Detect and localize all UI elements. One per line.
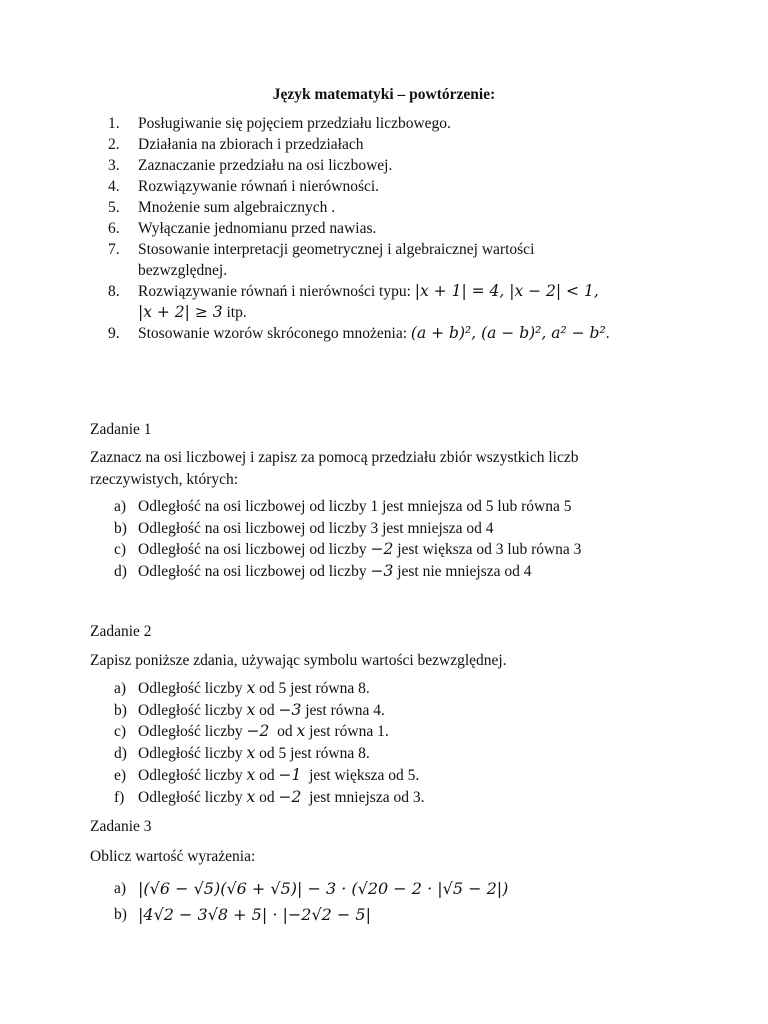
- topic-text: Działania na zbiorach i przedziałach: [138, 136, 364, 153]
- task1-intro-line: rzeczywistych, których:: [90, 471, 239, 488]
- list-item: [114, 743, 714, 765]
- item-math: −3: [370, 562, 394, 581]
- item-text-part: od: [269, 723, 297, 741]
- list-item: [114, 496, 714, 518]
- list-item: [114, 787, 714, 809]
- topic-item: [108, 323, 708, 344]
- task3-list: [114, 876, 714, 928]
- item-text: [138, 743, 714, 765]
- topic-number: [108, 302, 138, 323]
- item-math: −2: [370, 540, 394, 559]
- item-text-part: od 5 jest równa 8.: [255, 680, 370, 697]
- topics-list: [108, 113, 708, 344]
- item-text-part: jest większa od 3 lub równa 3: [393, 541, 582, 559]
- item-label: f): [114, 788, 125, 806]
- item-text: [138, 678, 714, 700]
- item-text: [138, 765, 714, 787]
- topic-text: Mnożenie sum algebraicznych .: [138, 199, 336, 216]
- item-text: [138, 539, 714, 561]
- list-item: [114, 765, 714, 787]
- item-math: −3: [278, 700, 302, 719]
- item-math: −1: [278, 765, 302, 784]
- list-item: [114, 700, 714, 722]
- list-item: [114, 721, 714, 743]
- task1-list: [114, 496, 714, 583]
- item-label: b): [114, 906, 127, 923]
- topic-math: |x + 2| ≥ 3: [138, 303, 223, 321]
- item-math-expression: |4√2 − 3√8 + 5| · |−2√2 − 5|: [138, 905, 371, 924]
- topic-item: [108, 197, 708, 218]
- topic-text: Posługiwanie się pojęciem przedziału liczbowego.: [138, 115, 451, 132]
- topic-number: 3.: [108, 157, 120, 174]
- item-text-part: Odległość liczby: [138, 680, 247, 697]
- topic-item: [108, 239, 708, 260]
- item-text-part: Odległość liczby: [138, 723, 247, 741]
- list-item: [114, 902, 714, 928]
- topic-number: [108, 260, 138, 281]
- topic-item: [108, 218, 708, 239]
- topic-item: [108, 113, 708, 134]
- task1-intro-line: Zaznacz na osi liczbowej i zapisz za pomocą przedziału zbiór wszystkich liczb: [90, 449, 579, 466]
- item-label: d): [114, 563, 127, 581]
- item-math: x: [246, 744, 256, 763]
- topic-item: [108, 176, 708, 197]
- item-text-part: od: [255, 701, 279, 719]
- topic-math: |x + 1| = 4, |x − 2| < 1,: [414, 282, 599, 300]
- item-text-part: Odległość liczby: [138, 788, 247, 806]
- topic-number: 7.: [108, 241, 120, 258]
- item-text: [138, 721, 714, 743]
- item-math: x: [296, 722, 306, 741]
- item-label: d): [114, 745, 127, 763]
- topic-number: 4.: [108, 178, 120, 195]
- item-text-part: Odległość liczby: [138, 701, 247, 719]
- task2-list: [114, 678, 714, 808]
- task1-intro: [90, 447, 680, 491]
- topic-number: 9.: [108, 325, 120, 342]
- topic-text: [138, 323, 708, 344]
- topic-text: bezwzględnej.: [138, 262, 228, 279]
- item-text-part: od: [255, 788, 279, 806]
- topic-number: 5.: [108, 199, 120, 216]
- task3-heading: Zadanie 3: [90, 818, 152, 835]
- list-item: [114, 539, 714, 561]
- task3-intro: Oblicz wartość wyrażenia:: [90, 848, 256, 865]
- topic-item: [108, 155, 708, 176]
- item-label: e): [114, 766, 127, 784]
- item-label: a): [114, 498, 127, 515]
- item-math: −2: [246, 722, 270, 741]
- topic-item: [108, 134, 708, 155]
- document-title: Język matematyki – powtórzenie:: [272, 86, 496, 103]
- topic-text-part: Rozwiązywanie równań i nierówności typu:: [138, 283, 411, 300]
- item-text: Odległość na osi liczbowej od liczby 3 jest mniejsza od 4: [138, 519, 494, 537]
- item-text: Odległość na osi liczbowej od liczby 1 jest mniejsza od 5 lub równa 5: [138, 498, 572, 515]
- topic-text: Stosowanie interpretacji geometrycznej i algebraicznej wartości: [138, 241, 535, 258]
- item-label: b): [114, 519, 127, 537]
- task1-heading: Zadanie 1: [90, 421, 152, 438]
- topic-number: 6.: [108, 220, 120, 237]
- task2-intro: Zapisz poniższe zdania, używając symbolu wartości bezwzględnej.: [90, 652, 507, 669]
- item-text: [138, 700, 714, 722]
- item-text-part: Odległość liczby: [138, 766, 247, 784]
- item-math: −2: [278, 787, 302, 806]
- item-math-expression: |(√6 − √5)(√6 + √5)| − 3 · (√20 − 2 · |√5 − 2|): [138, 879, 509, 898]
- item-text-part: Odległość na osi liczbowej od liczby: [138, 563, 371, 581]
- item-text-part: od: [255, 766, 279, 784]
- item-math: x: [246, 700, 256, 719]
- item-text-part: jest równa 1.: [305, 723, 389, 741]
- topic-text-part: Stosowanie wzorów skróconego mnożenia:: [138, 325, 408, 342]
- item-text: [138, 787, 714, 809]
- item-text-part: jest nie mniejsza od 4: [393, 563, 532, 581]
- topic-text: Rozwiązywanie równań i nierówności.: [138, 178, 380, 195]
- item-text: [138, 561, 714, 583]
- topic-text: [138, 302, 708, 323]
- item-math: x: [246, 787, 256, 806]
- item-math: x: [246, 765, 256, 784]
- list-item: [114, 876, 714, 902]
- item-label: b): [114, 701, 127, 719]
- item-label: c): [114, 723, 127, 741]
- item-text-part: Odległość liczby: [138, 745, 247, 763]
- topic-number: 2.: [108, 136, 120, 153]
- topic-item: [108, 281, 708, 302]
- item-text-part: jest większa od 5.: [301, 766, 420, 784]
- list-item: [114, 678, 714, 700]
- topic-text: Wyłączanie jednomianu przed nawias.: [138, 220, 377, 237]
- topic-item-continuation: [108, 302, 708, 323]
- list-item: [114, 518, 714, 540]
- topic-text-part: .: [605, 325, 610, 342]
- item-label: c): [114, 541, 127, 559]
- topic-item-continuation: [108, 260, 708, 281]
- item-text-part: jest równa 4.: [301, 701, 385, 719]
- topic-text-part: itp.: [222, 304, 247, 321]
- item-text-part: jest mniejsza od 3.: [301, 788, 425, 806]
- item-label: a): [114, 680, 127, 697]
- topic-number: 1.: [108, 115, 120, 132]
- item-text-part: Odległość na osi liczbowej od liczby: [138, 541, 371, 559]
- item-text-part: od 5 jest równa 8.: [255, 745, 370, 763]
- item-math: x: [246, 679, 256, 697]
- list-item: [114, 561, 714, 583]
- topic-number: 8.: [108, 283, 120, 300]
- item-label: a): [114, 880, 127, 897]
- topic-text: [138, 281, 708, 302]
- task2-heading: Zadanie 2: [90, 623, 152, 640]
- topic-text: Zaznaczanie przedziału na osi liczbowej.: [138, 157, 393, 174]
- topic-math: (a + b)², (a − b)², a² − b²: [410, 324, 606, 342]
